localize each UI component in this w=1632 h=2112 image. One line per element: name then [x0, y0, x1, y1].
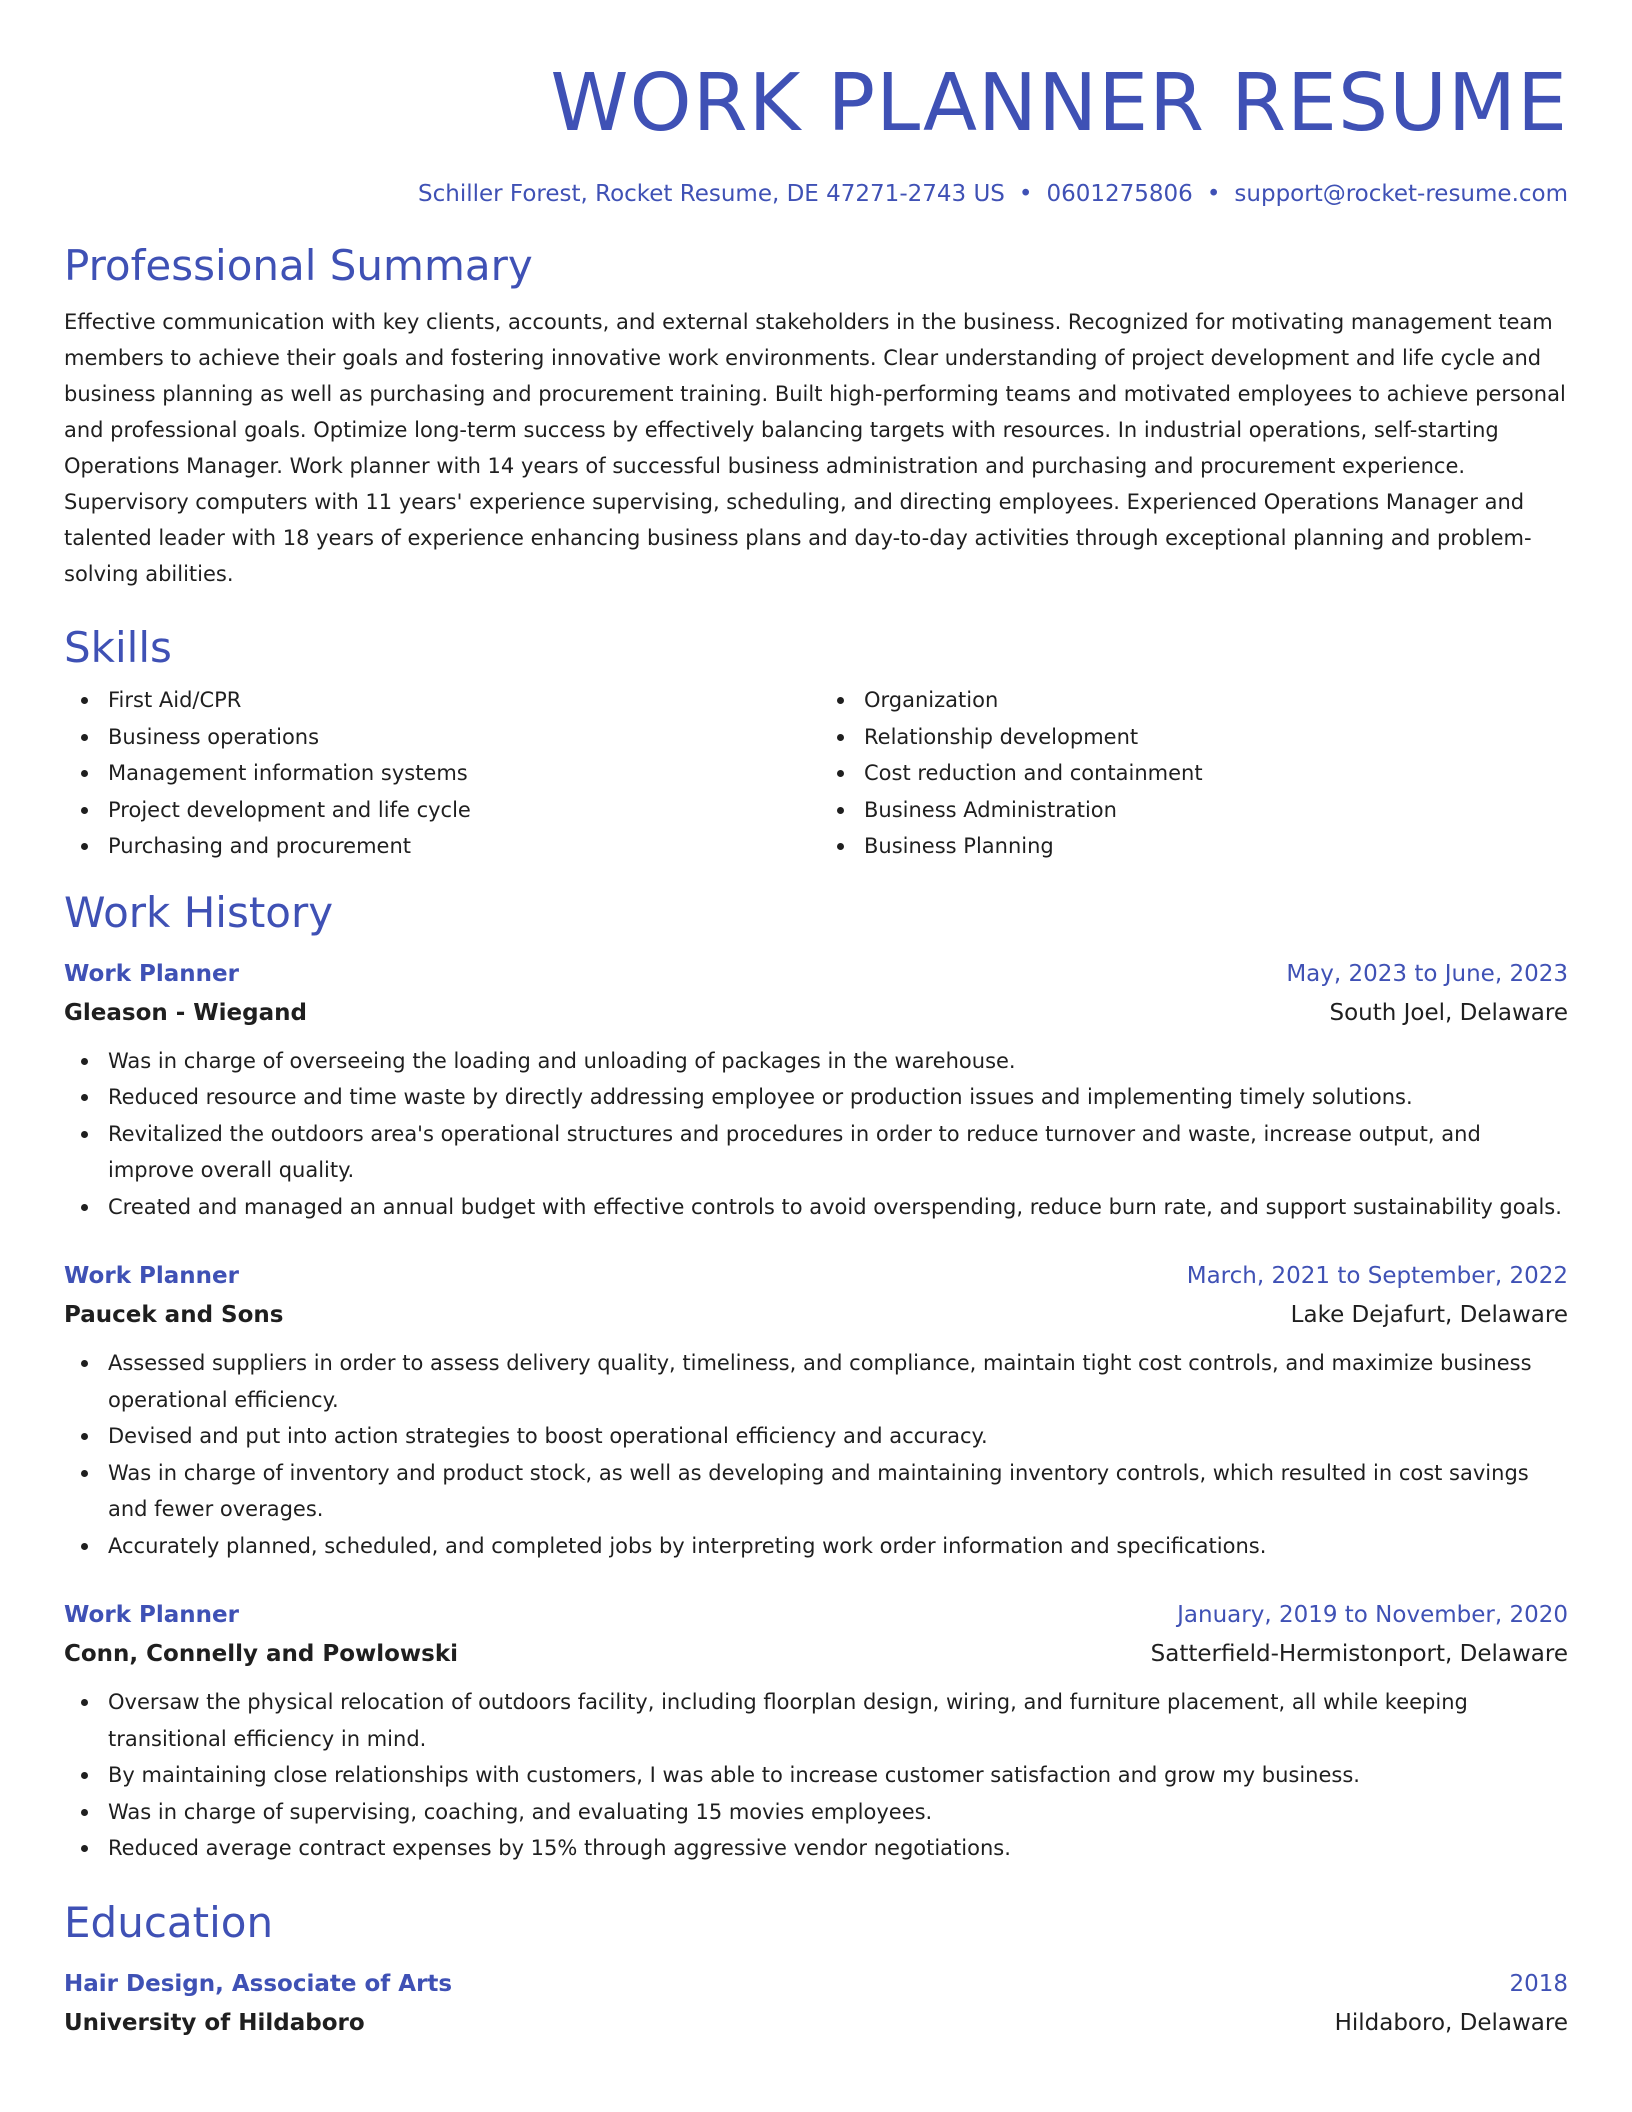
- resume-name: WORK PLANNER RESUME: [550, 57, 1568, 149]
- work-history-section: [64, 885, 1568, 1867]
- job-company: Paucek and Sons: [64, 1302, 284, 1328]
- job-bullets: [64, 1345, 1568, 1564]
- summary-text: Effective communication with key clients, accounts, and external stakeholders in the business. Recognized for motivating management team members to achieve their goals and fostering innovative work environments. Clear understanding of project development and life cycle and business planning as well as purchasing and procurement training. Built high-performing teams and motivated employees to achieve personal and professional goals. Optimize long-term success by effectively balancing targets with resources. In industrial operations, self-starting Operations Manager. Work planner with 14 years of successful business administration and purchasing and procurement experience. Supervisory computers with 11 years' experience supervising, scheduling, and directing employees. Experienced Operations Manager and talented leader with 18 years of experience enhancing business plans and day-to-day activities through exceptional planning and problem-solving abilities.: [64, 310, 1566, 586]
- job-location: South Joel, Delaware: [1329, 999, 1568, 1026]
- job-company-row: [64, 1295, 1568, 1335]
- job-title: Work Planner: [64, 1602, 239, 1628]
- education-location: Hildaboro, Delaware: [1334, 2009, 1568, 2036]
- job-bullets: [64, 1684, 1568, 1867]
- skill-item: Project development and life cycle: [108, 792, 816, 829]
- job-bullet: Devised and put into action strategies to boost operational efficiency and accuracy.: [108, 1418, 1568, 1455]
- contact-email[interactable]: support@rocket-resume.com: [1234, 181, 1568, 207]
- job-dates: May, 2023 to June, 2023: [1286, 960, 1568, 987]
- contact-separator: •: [1018, 181, 1033, 207]
- contact-line: [64, 178, 1568, 210]
- job-company-row: [64, 1634, 1568, 1674]
- job-bullet: Assessed suppliers in order to assess delivery quality, timeliness, and compliance, maintain tight cost controls, and maximize business operational efficiency.: [108, 1345, 1568, 1418]
- skills-grid: [64, 682, 1568, 865]
- job-company: Conn, Connelly and Powlowski: [64, 1641, 459, 1667]
- section-title-education: Education: [64, 1897, 274, 1947]
- education-header-row: [64, 1965, 1568, 2003]
- resume-header: [64, 48, 1568, 210]
- job-bullet: By maintaining close relationships with customers, I was able to increase customer satisfaction and grow my business.: [108, 1757, 1568, 1794]
- job-dates: January, 2019 to November, 2020: [1177, 1602, 1568, 1628]
- skills-section: [64, 620, 1568, 865]
- job-bullet: Reduced resource and time waste by directly addressing employee or production issues and implementing timely solutions.: [108, 1079, 1568, 1116]
- skill-item: Management information systems: [108, 755, 816, 792]
- contact-address: Schiller Forest, Rocket Resume, DE 47271-2743 US: [418, 181, 1005, 207]
- job-company: Gleason - Wiegand: [64, 999, 307, 1026]
- education-school: University of Hildaboro: [64, 2009, 365, 2036]
- job-bullet: Oversaw the physical relocation of outdoors facility, including floorplan design, wiring, and furniture placement, all while keeping transitional efficiency in mind.: [108, 1684, 1568, 1757]
- job-bullet: Reduced average contract expenses by 15% through aggressive vendor negotiations.: [108, 1830, 1568, 1867]
- skill-item: First Aid/CPR: [108, 682, 816, 719]
- job-header-row: [64, 955, 1568, 993]
- skill-item: Cost reduction and containment: [864, 755, 1568, 792]
- skill-item: Organization: [864, 682, 1568, 719]
- skill-item: Relationship development: [864, 719, 1568, 756]
- skills-list-right: [816, 682, 1568, 865]
- job-location: Lake Dejafurt, Delaware: [1290, 1302, 1568, 1328]
- education-degree: Hair Design, Associate of Arts: [64, 1970, 453, 1997]
- section-title-summary: Professional Summary: [64, 241, 533, 290]
- job-bullet: Was in charge of supervising, coaching, and evaluating 15 movies employees.: [108, 1794, 1568, 1831]
- skill-item: Purchasing and procurement: [108, 828, 816, 865]
- education-section: [64, 1895, 1568, 2043]
- job-entry: [64, 1596, 1568, 1867]
- job-location: Satterfield-Hermistonport, Delaware: [1150, 1641, 1568, 1667]
- job-title: Work Planner: [64, 960, 239, 987]
- job-header-row: [64, 1257, 1568, 1295]
- contact-phone: 0601275806: [1046, 181, 1193, 207]
- summary-section: [64, 238, 1568, 592]
- contact-separator: •: [1206, 181, 1221, 207]
- skill-item: Business Planning: [864, 828, 1568, 865]
- job-entry: [64, 1257, 1568, 1564]
- education-year: 2018: [1509, 1970, 1568, 1997]
- job-title: Work Planner: [64, 1263, 239, 1289]
- job-header-row: [64, 1596, 1568, 1634]
- education-entry: [64, 1965, 1568, 2043]
- skill-item: Business operations: [108, 719, 816, 756]
- job-bullets: [64, 1043, 1568, 1226]
- job-bullet: Was in charge of inventory and product stock, as well as developing and maintaining inventory controls, which resulted in cost savings and fewer overages.: [108, 1455, 1568, 1528]
- job-bullet: Was in charge of overseeing the loading and unloading of packages in the warehouse.: [108, 1043, 1568, 1080]
- section-title-work-history: Work History: [64, 887, 334, 937]
- job-bullet: Revitalized the outdoors area's operational structures and procedures in order to reduce turnover and waste, increase output, and improve overall quality.: [108, 1116, 1568, 1189]
- skills-list-left: [64, 682, 816, 865]
- section-title-skills: Skills: [64, 623, 172, 672]
- skill-item: Business Administration: [864, 792, 1568, 829]
- job-bullet: Created and managed an annual budget with effective controls to avoid overspending, reduce burn rate, and support sustainability goals.: [108, 1189, 1568, 1226]
- job-bullet: Accurately planned, scheduled, and completed jobs by interpreting work order information and specifications.: [108, 1528, 1568, 1565]
- job-dates: March, 2021 to September, 2022: [1186, 1263, 1568, 1289]
- job-company-row: [64, 993, 1568, 1033]
- education-school-row: [64, 2003, 1568, 2043]
- job-entry: [64, 955, 1568, 1226]
